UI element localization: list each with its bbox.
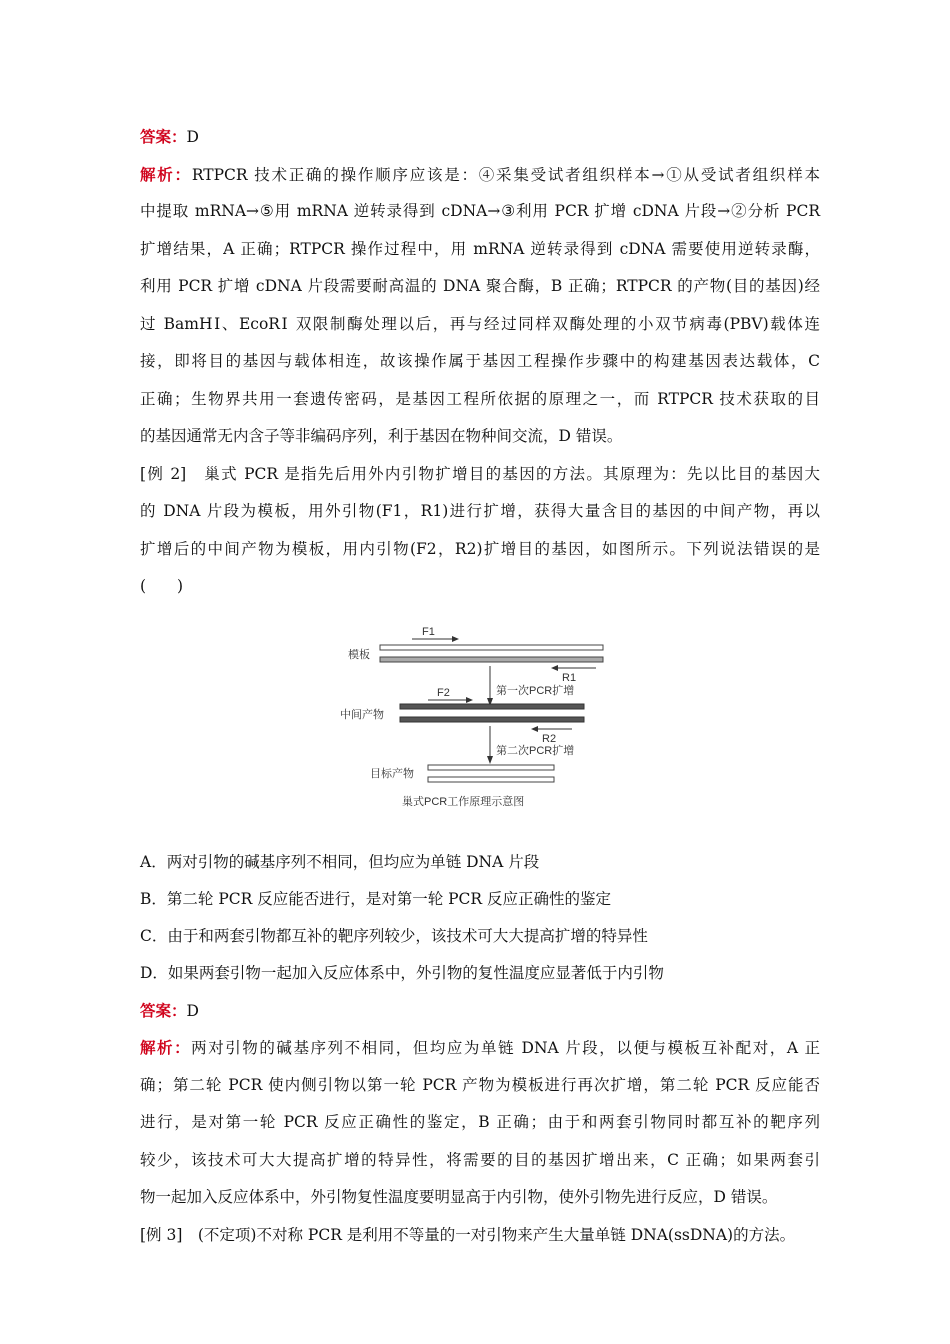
- target-strand-bottom: [428, 777, 554, 782]
- target-strand-top: [428, 765, 554, 770]
- r1-label: R1: [562, 671, 577, 684]
- figure-caption: 巢式PCR工作原理示意图: [402, 795, 525, 808]
- question-2-line: [例 2] 巢式 PCR 是指先后用外内引物扩增目的基因的方法。其原理为：先以比目的基因大: [140, 464, 820, 483]
- analysis-1-line: 接，即将目的基因与载体相连，故该操作属于基因工程操作步骤中的构建基因表达载体，C: [140, 352, 820, 370]
- template-label: 模板: [348, 648, 370, 661]
- question-2-line: 的 DNA 片段为模板，用外引物(F1，R1)进行扩增，获得大量含目的基因的中间产物，再以: [140, 502, 820, 520]
- answer-value: D: [186, 1001, 199, 1020]
- answer-label: 答案：: [140, 127, 187, 146]
- analysis-1-line: 正确；生物界共用一套遗传密码，是基因工程所依据的原理之一，而 RTPCR 技术获取的目: [140, 389, 820, 408]
- analysis-1-line: 解析：RTPCR 技术正确的操作顺序应该是：④采集受试者组织样本→①从受试者组织样本: [140, 164, 820, 184]
- option-d: D．如果两套引物一起加入反应体系中，外引物的复性温度应显著低于内引物: [140, 963, 664, 982]
- answer-1: [140, 118, 820, 156]
- option-b: B．第二轮 PCR 反应能否进行，是对第一轮 PCR 反应正确性的鉴定: [140, 889, 612, 908]
- intermediate-strand-top: [400, 704, 584, 709]
- answer-value: D: [186, 128, 199, 146]
- template-strand-bottom: [380, 657, 603, 662]
- answer-2: [140, 992, 820, 1030]
- step2-label: 第二次PCR扩增: [496, 744, 575, 757]
- analysis-2-line: 物一起加入反应体系中，外引物复性温度要明显高于内引物，使外引物先进行反应，D 错误。: [140, 1188, 778, 1206]
- analysis-1-line: 利用 PCR 扩增 cDNA 片段需要耐高温的 DNA 聚合酶，B 正确；RTPCR 的产物(目的基因)经: [140, 277, 820, 295]
- f1-label: F1: [422, 625, 435, 638]
- template-strand-top: [380, 645, 603, 650]
- analysis-1-line: 中提取 mRNA→⑤用 mRNA 逆转录得到 cDNA→③利用 PCR 扩增 cDNA 片段→②分析 PCR: [140, 202, 820, 220]
- intermediate-strand-bottom: [400, 717, 584, 722]
- question-3-line: [例 3] (不定项)不对称 PCR 是利用不等量的一对引物来产生大量单链 DNA(ssDNA)的方法。: [140, 1225, 796, 1244]
- analysis-1-line: 扩增结果，A 正确；RTPCR 操作过程中，用 mRNA 逆转录得到 cDNA 需要使用逆转录酶，: [140, 239, 820, 258]
- option-a: A．两对引物的碱基序列不相同，但均应为单链 DNA 片段: [140, 852, 540, 871]
- target-label: 目标产物: [370, 767, 414, 780]
- intermediate-label: 中间产物: [340, 708, 384, 721]
- f2-label: F2: [437, 686, 450, 699]
- answer-label: 答案：: [140, 1000, 187, 1020]
- analysis-label: 解析：: [140, 1038, 192, 1057]
- analysis-label: 解析：: [140, 164, 192, 184]
- analysis-2-line: 进行，是对第一轮 PCR 反应正确性的鉴定，B 正确；由于和两套引物同时都互补的靶序列: [140, 1113, 820, 1131]
- analysis-2-line: 确；第二轮 PCR 使内侧引物以第一轮 PCR 产物为模板进行再次扩增，第二轮 PCR 反应能否: [140, 1075, 820, 1094]
- analysis-2-line: 较少，该技术可大大提高扩增的特异性，将需要的目的基因扩增出来，C 正确；如果两套引: [140, 1150, 820, 1169]
- r2-label: R2: [542, 732, 557, 745]
- option-c: C．由于和两套引物都互补的靶序列较少，该技术可大大提高扩增的特异性: [140, 926, 648, 945]
- analysis-2-line: 解析：两对引物的碱基序列不相同，但均应为单链 DNA 片段，以便与模板互补配对，A 正: [140, 1038, 820, 1057]
- question-2-line: 扩增后的中间产物为模板，用内引物(F2，R2)扩增目的基因，如图所示。下列说法错误的是: [140, 539, 820, 558]
- document-page: [140, 118, 820, 1254]
- analysis-1-line: 过 BamHⅠ、EcoRⅠ 双限制酶处理以后，再与经过同样双酶处理的小双节病毒(PBV)载体连: [140, 314, 820, 333]
- step1-label: 第一次PCR扩增: [496, 684, 575, 697]
- question-2-blank: ( ): [140, 577, 184, 595]
- nested-pcr-figure: [140, 614, 820, 840]
- nested-pcr-diagram: [340, 614, 620, 840]
- analysis-1-line: 的基因通常无内含子等非编码序列，利于基因在物种间交流，D 错误。: [140, 427, 623, 445]
